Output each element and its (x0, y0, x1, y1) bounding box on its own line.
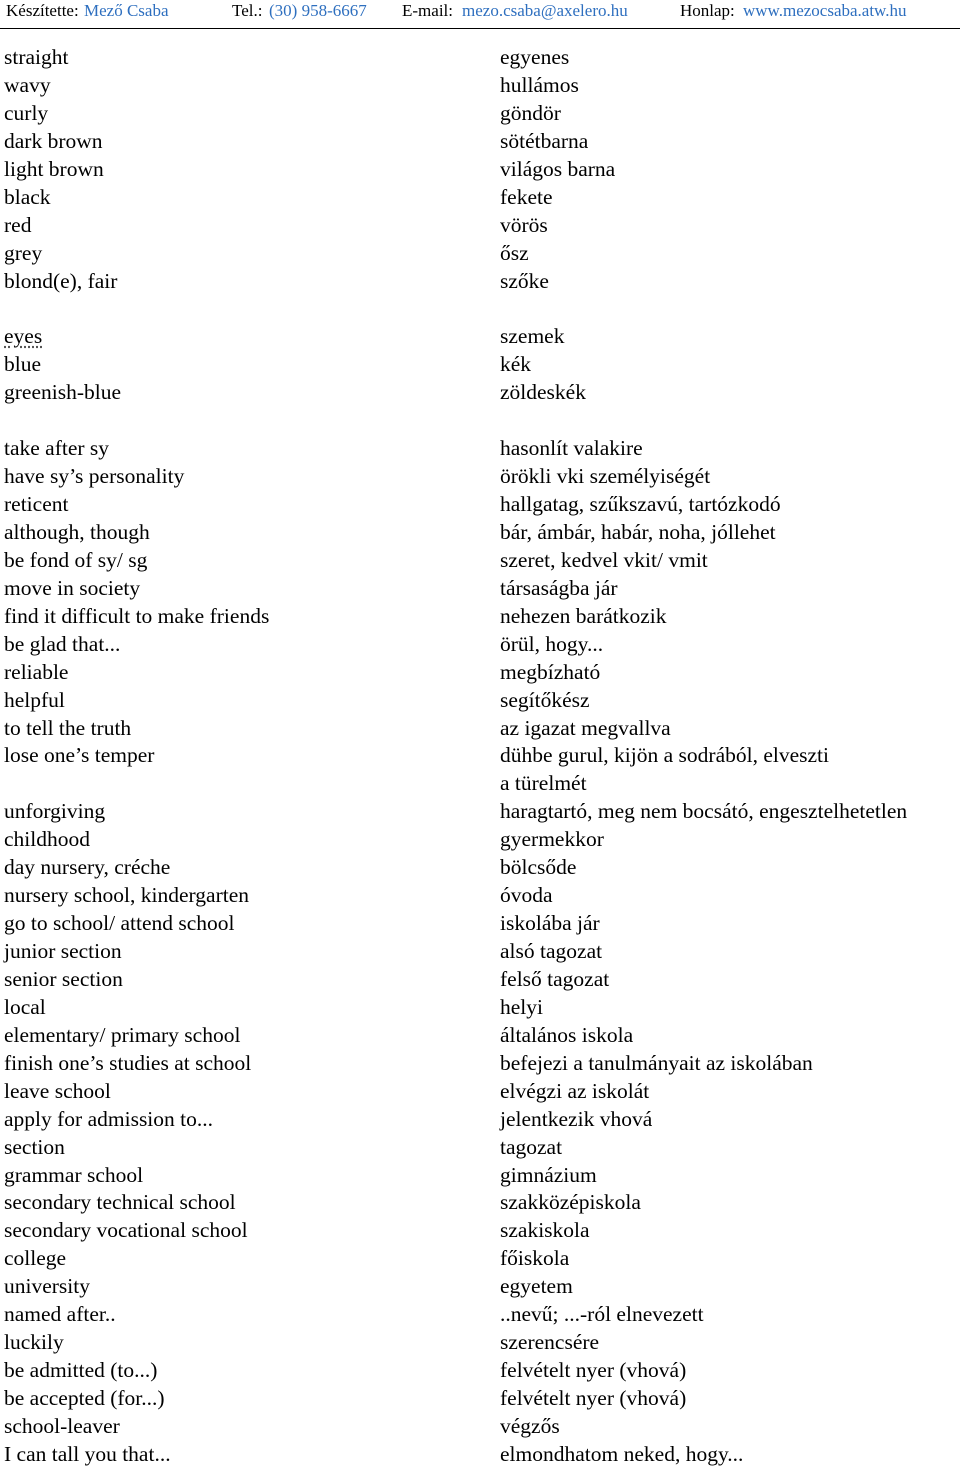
hungarian-term: a türelmét (500, 771, 587, 796)
english-term: black (4, 184, 51, 209)
hungarian-term: göndör (500, 100, 561, 125)
hungarian-term: fekete (500, 184, 553, 209)
email-label: E-mail: (402, 1, 453, 20)
hungarian-term: örökli vki személyiségét (500, 464, 711, 489)
english-term: nursery school, kindergarten (4, 883, 249, 908)
hungarian-column (500, 44, 960, 1469)
hungarian-term: vörös (500, 212, 548, 237)
english-term: elementary/ primary school (4, 1022, 241, 1047)
hungarian-term: szerencsére (500, 1330, 600, 1355)
english-term: straight (4, 45, 69, 69)
english-term: section (4, 1134, 65, 1159)
english-term: helpful (4, 687, 65, 712)
english-term: light brown (4, 156, 104, 181)
hungarian-term: felső tagozat (500, 966, 610, 991)
hungarian-term: szakiskola (500, 1218, 590, 1243)
hungarian-term: alsó tagozat (500, 939, 603, 963)
english-term: find it difficult to make friends (4, 603, 270, 628)
english-term: local (4, 994, 46, 1019)
hungarian-term: megbízható (500, 659, 601, 684)
phone-label: Tel.: (232, 1, 263, 20)
english-term: blue (4, 352, 42, 377)
english-term: named after.. (4, 1302, 116, 1327)
english-term: be admitted (to...) (4, 1358, 158, 1383)
english-term: grammar school (4, 1162, 144, 1187)
english-term: finish one’s studies at school (4, 1050, 252, 1075)
english-term: junior section (4, 939, 122, 963)
hungarian-term: tagozat (500, 1134, 563, 1159)
web-link[interactable]: www.mezocsaba.atw.hu (743, 1, 907, 20)
hungarian-term: elvégzi az iskolát (500, 1078, 650, 1103)
english-term: grey (4, 240, 43, 265)
english-term: move in society (4, 575, 141, 600)
hungarian-term: sötétbarna (500, 128, 589, 153)
hungarian-term: ősz (500, 240, 529, 265)
english-column (4, 44, 484, 1469)
hungarian-term: zöldeskék (500, 380, 586, 405)
english-term: be accepted (for...) (4, 1386, 165, 1410)
hungarian-term: bölcsőde (500, 855, 577, 880)
hungarian-term (500, 295, 960, 323)
hungarian-term: nehezen barátkozik (500, 603, 667, 628)
hungarian-term: örül, hogy... (500, 631, 604, 656)
english-term: senior section (4, 966, 123, 991)
english-term: unforgiving (4, 799, 106, 824)
english-term: day nursery, créche (4, 855, 171, 880)
hungarian-term: szemek (500, 324, 565, 349)
english-term: be fond of sy/ sg (4, 547, 148, 572)
english-term: eyes (4, 324, 43, 349)
hungarian-term: gyermekkor (500, 827, 604, 852)
english-term: be glad that... (4, 631, 121, 656)
english-term: take after sy (4, 436, 110, 461)
english-term: college (4, 1246, 67, 1271)
english-term: blond(e), fair (4, 268, 118, 293)
hungarian-term: iskolába jár (500, 911, 600, 936)
english-term: dark brown (4, 128, 103, 153)
author-label: Készítette: (6, 1, 79, 20)
hungarian-term: elmondhatom neked, hogy... (500, 1441, 744, 1466)
english-term: reliable (4, 659, 69, 684)
hungarian-term: ..nevű; ...-ról elnevezett (500, 1302, 704, 1327)
english-term: secondary vocational school (4, 1218, 248, 1243)
hungarian-term: főiskola (500, 1246, 570, 1271)
hungarian-term: hallgatag, szűkszavú, tartózkodó (500, 492, 781, 516)
english-term: lose one’s temper (4, 743, 155, 768)
hungarian-term: dühbe gurul, kijön a sodrából, elveszti (500, 743, 829, 768)
hungarian-term: végzős (500, 1413, 560, 1438)
hungarian-term: helyi (500, 994, 543, 1019)
hungarian-term: egyetem (500, 1274, 573, 1299)
hungarian-term: bár, ámbár, habár, noha, jóllehet (500, 519, 776, 544)
hungarian-term: befejezi a tanulmányait az iskolában (500, 1050, 813, 1075)
english-term: curly (4, 100, 49, 125)
hungarian-term: segítőkész (500, 687, 590, 712)
hungarian-term: az igazat megvallva (500, 715, 671, 740)
hungarian-term: világos barna (500, 156, 616, 181)
hungarian-term: jelentkezik vhová (500, 1106, 653, 1131)
phone-number: (30) 958-6667 (269, 1, 367, 20)
email-link[interactable]: mezo.csaba@axelero.hu (462, 1, 628, 20)
hungarian-term: hasonlít valakire (500, 436, 643, 461)
hungarian-term: felvételt nyer (vhová) (500, 1386, 687, 1410)
english-term: leave school (4, 1078, 111, 1103)
english-term: go to school/ attend school (4, 911, 235, 936)
english-term: have sy’s personality (4, 464, 185, 489)
hungarian-term: szakközépiskola (500, 1190, 641, 1215)
hungarian-term: szeret, kedvel vkit/ vmit (500, 547, 708, 572)
hungarian-term: haragtartó, meg nem bocsátó, engesztelhetetlen (500, 799, 908, 824)
english-term: red (4, 212, 32, 237)
english-term: greenish-blue (4, 380, 122, 405)
english-term: secondary technical school (4, 1190, 236, 1215)
hungarian-term: felvételt nyer (vhová) (500, 1358, 687, 1383)
english-term (4, 770, 484, 798)
english-term: although, though (4, 519, 150, 544)
page-header (0, 0, 960, 29)
hungarian-term: társaságba jár (500, 575, 618, 600)
english-term: reticent (4, 492, 69, 516)
english-term: luckily (4, 1330, 64, 1355)
english-term (4, 295, 484, 323)
hungarian-term: kék (500, 352, 532, 377)
english-term: university (4, 1274, 90, 1299)
author-name: Mező Csaba (84, 1, 169, 20)
english-term: apply for admission to... (4, 1106, 214, 1131)
english-term: I can tall you that... (4, 1441, 171, 1466)
hungarian-term: hullámos (500, 72, 579, 97)
hungarian-term (500, 407, 960, 435)
english-term: to tell the truth (4, 715, 132, 740)
english-term: wavy (4, 72, 51, 97)
hungarian-term: egyenes (500, 45, 570, 69)
english-term: childhood (4, 827, 90, 852)
english-term (4, 407, 484, 435)
english-term: school-leaver (4, 1413, 120, 1438)
hungarian-term: általános iskola (500, 1022, 634, 1047)
hungarian-term: óvoda (500, 883, 553, 908)
hungarian-term: gimnázium (500, 1162, 597, 1187)
hungarian-term: szőke (500, 268, 549, 293)
web-label: Honlap: (680, 1, 735, 20)
